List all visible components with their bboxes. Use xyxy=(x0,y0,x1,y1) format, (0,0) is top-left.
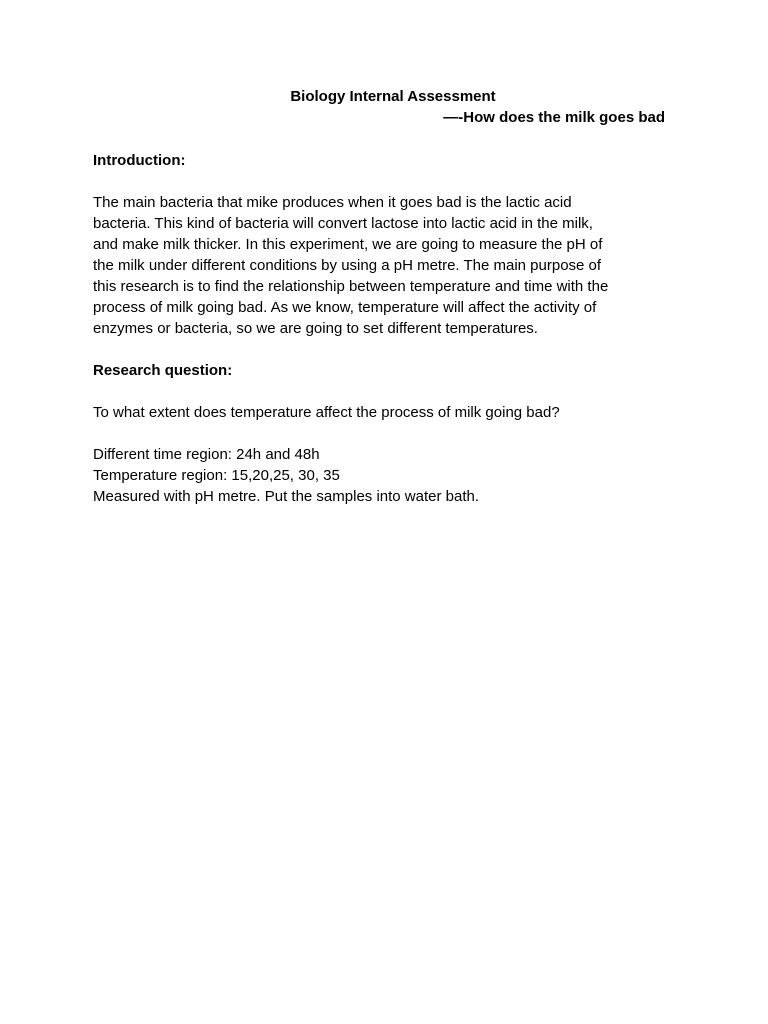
spacer xyxy=(93,171,683,192)
introduction-paragraph xyxy=(93,192,683,339)
research-question-text: To what extent does temperature affect the process of milk going bad? xyxy=(93,404,560,421)
document-body xyxy=(93,150,683,507)
document-title: Biology Internal Assessment xyxy=(290,88,496,105)
details-block xyxy=(93,444,683,507)
introduction-line: bacteria. This kind of bacteria will convert lactose into lactic acid in the milk, xyxy=(93,215,593,232)
introduction-heading: Introduction: xyxy=(93,152,186,169)
spacer xyxy=(93,339,683,360)
document-subtitle: —-How does the milk goes bad xyxy=(443,109,665,126)
introduction-line: the milk under different conditions by using a pH metre. The main purpose of xyxy=(93,257,602,274)
spacer xyxy=(93,423,683,444)
measurement-method-line: Measured with pH metre. Put the samples into water bath. xyxy=(93,488,480,505)
temperature-region-line: Temperature region: 15,20,25, 30, 35 xyxy=(93,467,340,484)
introduction-line: process of milk going bad. As we know, temperature will affect the activity of xyxy=(93,299,597,316)
introduction-line: The main bacteria that mike produces when it goes bad is the lactic acid xyxy=(93,194,572,211)
time-region-line: Different time region: 24h and 48h xyxy=(93,446,320,463)
introduction-line: this research is to find the relationship between temperature and time with the xyxy=(93,278,609,295)
introduction-line: enzymes or bacteria, so we are going to set different temperatures. xyxy=(93,320,538,337)
research-question-heading: Research question: xyxy=(93,362,233,379)
introduction-line: and make milk thicker. In this experiment, we are going to measure the pH of xyxy=(93,236,603,253)
spacer xyxy=(93,381,683,402)
